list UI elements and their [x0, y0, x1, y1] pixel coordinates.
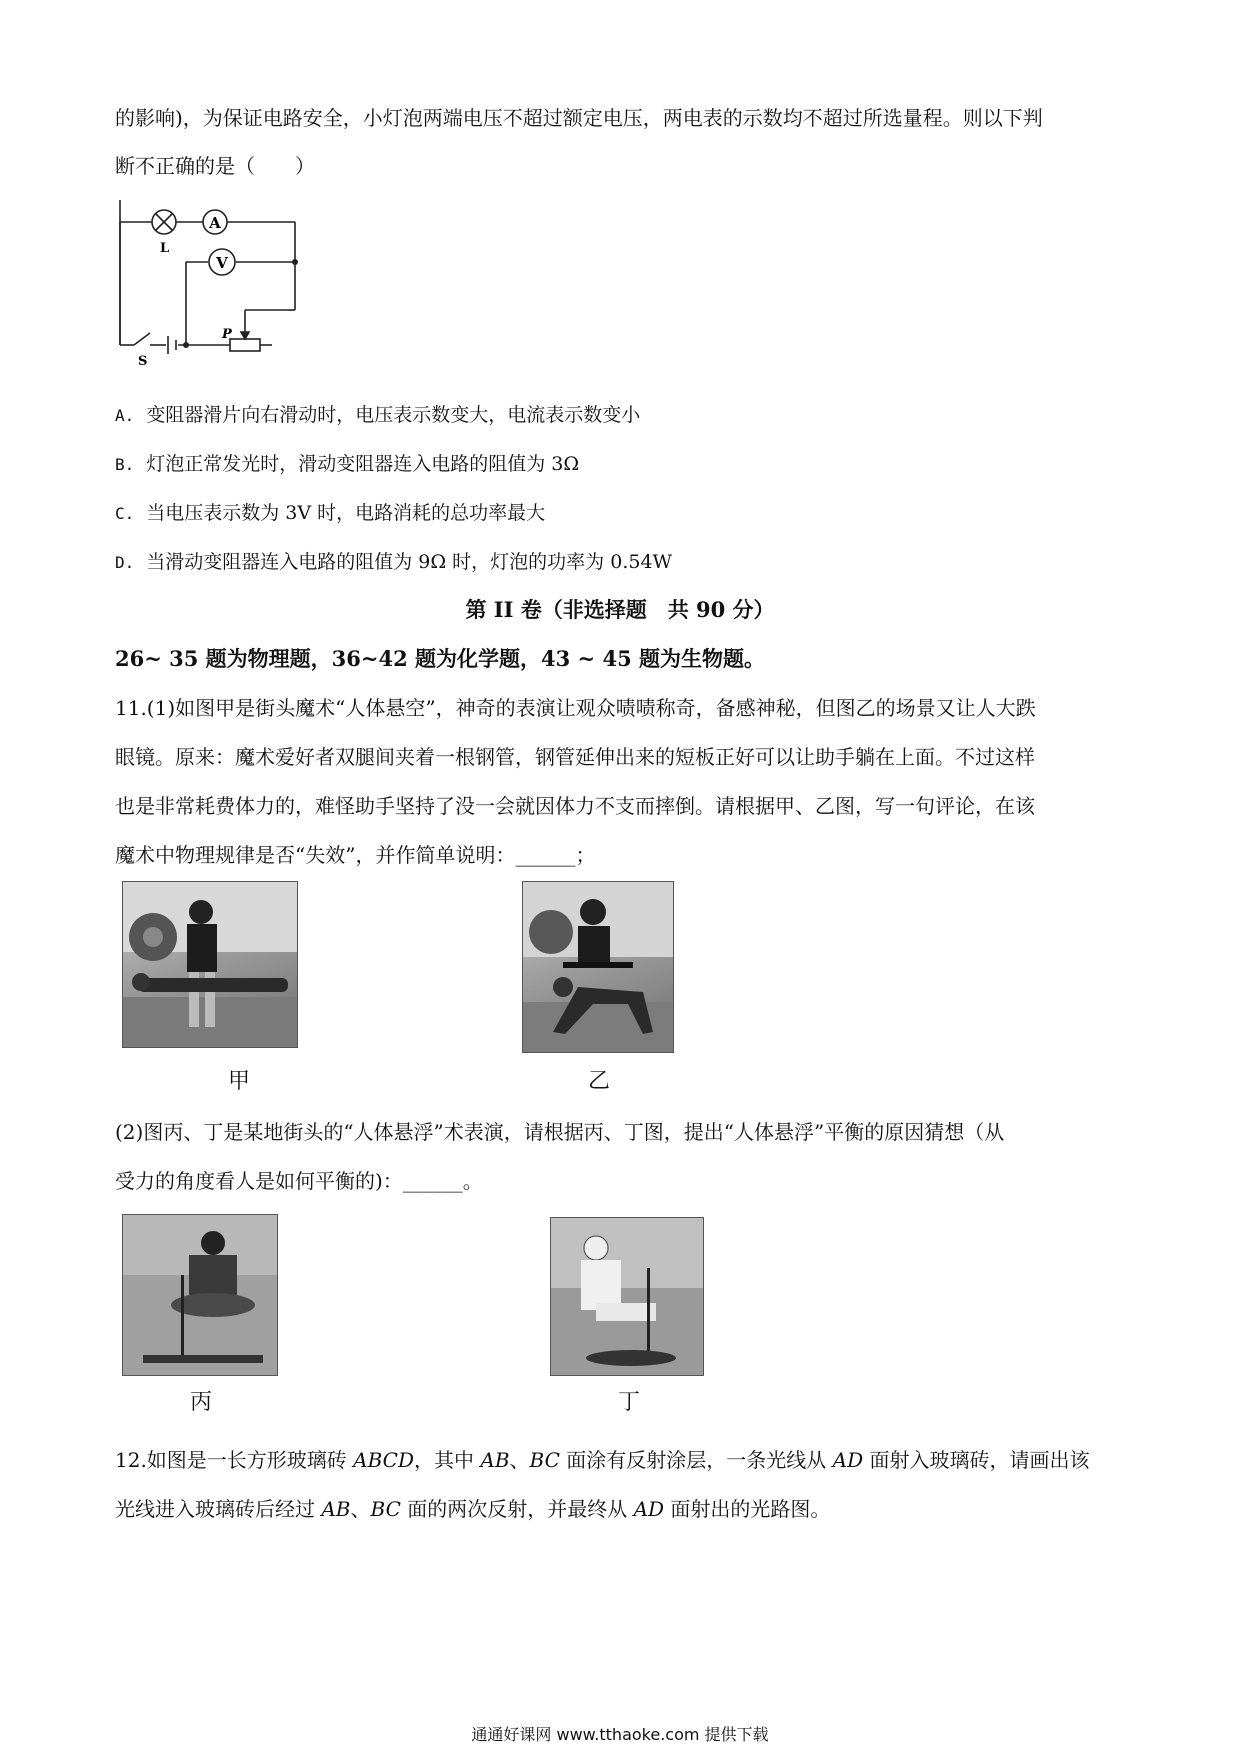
question-11-p1-line-1: 11.(1)如图甲是街头魔术“人体悬空”，神奇的表演让观众啧啧称奇，备感神秘，但图乙的场景又让人大跌 [115, 696, 1036, 720]
option-b [115, 449, 579, 476]
question-12-line-1 [115, 1444, 1089, 1473]
question-10-stem-line-1: 的影响)，为保证电路安全，小灯泡两端电压不超过额定电压，两电表的示数均不超过所选量程。则以下判 [115, 106, 1043, 130]
section-title: 第 II 卷（非选择题 共 90 分） [465, 597, 775, 622]
q12-l1-part-a: 12.如图是一长方形玻璃砖 [115, 1448, 354, 1472]
lamp-label: L [160, 241, 170, 256]
q12-l2-part-b: 、 [350, 1497, 371, 1521]
q12-l1-ab: AB [480, 1448, 510, 1472]
q12-l1-abcd: ABCD [353, 1448, 415, 1472]
page-footer: 通通好课网 www.tthaoke.com 提供下载 [471, 1725, 769, 1744]
question-12-line-2 [115, 1493, 830, 1522]
question-10-stem-line-2: 断不正确的是（ ） [115, 154, 315, 178]
photo-a-caption: 甲 [228, 1069, 251, 1094]
q12-l1-part-b: ，其中 [414, 1448, 481, 1472]
q12-l2-part-c: 面的两次反射，并最终从 [400, 1497, 634, 1521]
ammeter-symbol: A [209, 214, 221, 232]
question-11-p2-line-1: (2)图丙、丁是某地街头的“人体悬浮”术表演，请根据丙、丁图，提出“人体悬浮”平衡的原因猜想（从 [115, 1120, 1005, 1144]
photo-levitation-trick-b [522, 881, 674, 1053]
photo-levitation-trick-c [122, 1214, 278, 1376]
q12-l1-part-e: 面射入玻璃砖，请画出该 [863, 1448, 1090, 1472]
option-d-text: 当滑动变阻器连入电路的阻值为 9Ω 时，灯泡的功率为 0.54W [146, 551, 673, 573]
photo-b-caption: 乙 [588, 1069, 611, 1094]
option-d-label: D. [115, 553, 135, 572]
question-11-p1-line-4: 魔术中物理规律是否“失效”，并作简单说明：______； [115, 843, 596, 867]
question-11-p1-line-3: 也是非常耗费体力的，难怪助手坚持了没一会就因体力不支而摔倒。请根据甲、乙图，写一句评论，在该 [115, 794, 1035, 818]
option-c-label: C. [115, 504, 135, 523]
photo-levitation-trick-d [550, 1217, 704, 1376]
q12-l2-ab: AB [321, 1497, 351, 1521]
option-a [115, 400, 640, 427]
switch-label: S [138, 354, 148, 369]
option-a-label: A. [115, 406, 135, 425]
q12-l1-part-d: 面涂有反射涂层，一条光线从 [559, 1448, 833, 1472]
option-b-label: B. [115, 455, 135, 474]
q12-l1-part-c: 、 [509, 1448, 530, 1472]
q12-l1-bc: BC [529, 1448, 560, 1472]
q12-l2-bc: BC [370, 1497, 401, 1521]
photo-levitation-trick-a [122, 881, 298, 1048]
photo-c-caption: 丙 [190, 1390, 213, 1415]
option-d [115, 547, 672, 574]
q12-l2-ad: AD [633, 1497, 665, 1521]
q12-l1-ad: AD [832, 1448, 864, 1472]
photo-d-caption: 丁 [618, 1390, 641, 1415]
slider-label: P [222, 327, 232, 342]
option-c [115, 498, 545, 525]
question-11-p1-line-2: 眼镜。原来：魔术爱好者双腿间夹着一根钢管，钢管延伸出来的短板正好可以让助手躺在上面。不过这样 [115, 745, 1035, 769]
section-subtitle: 26~ 35 题为物理题，36~42 题为化学题，43 ~ 45 题为生物题。 [115, 646, 765, 671]
option-c-text: 当电压表示数为 3V 时，电路消耗的总功率最大 [146, 502, 546, 524]
q12-l2-part-d: 面射出的光路图。 [664, 1497, 831, 1521]
circuit-diagram [110, 200, 310, 370]
q12-l2-part-a: 光线进入玻璃砖后经过 [115, 1497, 322, 1521]
question-11-p2-line-2: 受力的角度看人是如何平衡的)：______。 [115, 1169, 483, 1193]
voltmeter-symbol: V [216, 254, 228, 272]
option-b-text: 灯泡正常发光时，滑动变阻器连入电路的阻值为 3Ω [146, 453, 580, 475]
option-a-text: 变阻器滑片向右滑动时，电压表示数变大，电流表示数变小 [146, 404, 641, 426]
